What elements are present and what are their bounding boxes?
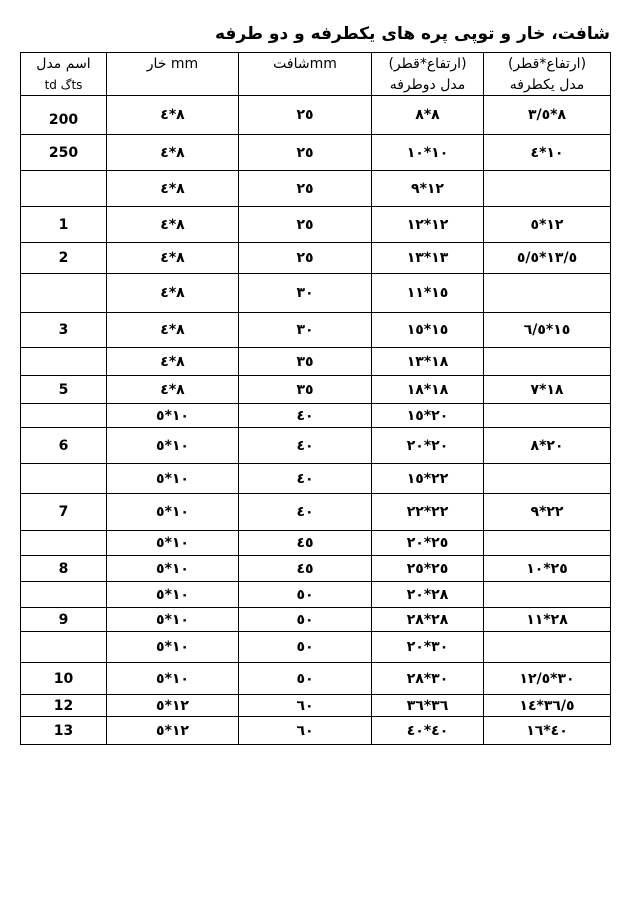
cell-shaft: ٦٠: [239, 695, 372, 717]
cell-key: ١٠*٥: [107, 494, 239, 531]
cell-shaft: ٥٠: [239, 663, 372, 695]
cell-model: 6: [21, 428, 107, 464]
cell-key: ٨*٤: [107, 96, 239, 135]
table-row: [21, 556, 611, 582]
cell-model: [21, 464, 107, 494]
cell-single: ٢٢*٩: [484, 494, 611, 531]
cell-double: ٢٢*٢٢: [372, 494, 484, 531]
cell-single: ١٢*٥: [484, 207, 611, 243]
header-double-model: مدل دوطرفه: [372, 74, 484, 96]
cell-double: ١٢*١٢: [372, 207, 484, 243]
cell-shaft: ٢٥: [239, 171, 372, 207]
cell-single: [484, 171, 611, 207]
cell-single: ١٣/٥*٥/٥: [484, 243, 611, 274]
cell-model: [21, 404, 107, 428]
cell-shaft: ٥٠: [239, 608, 372, 632]
cell-key: ٨*٤: [107, 274, 239, 313]
cell-key: ٨*٤: [107, 348, 239, 376]
table-row: [21, 608, 611, 632]
cell-model: [21, 531, 107, 556]
cell-single: ٤٠*١٦: [484, 717, 611, 745]
cell-key: ١٢*٥: [107, 717, 239, 745]
table-row: [21, 376, 611, 404]
cell-model: 250: [21, 135, 107, 171]
cell-double: ١٢*٩: [372, 171, 484, 207]
cell-key: ١٢*٥: [107, 695, 239, 717]
header-single-model: مدل یکطرفه: [484, 74, 611, 96]
header-model-code: td گts: [21, 74, 107, 96]
cell-key: ٨*٤: [107, 243, 239, 274]
cell-model: [21, 632, 107, 663]
cell-single: ٢٥*١٠: [484, 556, 611, 582]
cell-shaft: ٤٠: [239, 428, 372, 464]
cell-shaft: ٣٥: [239, 348, 372, 376]
cell-shaft: ٤٠: [239, 494, 372, 531]
cell-single: ١٠*٤: [484, 135, 611, 171]
cell-key: ١٠*٥: [107, 663, 239, 695]
table-row: [21, 207, 611, 243]
cell-double: ٢٥*٢٠: [372, 531, 484, 556]
cell-key: ١٠*٥: [107, 404, 239, 428]
cell-double: ٢٨*٢٠: [372, 582, 484, 608]
cell-double: ٣٠*٢٨: [372, 663, 484, 695]
cell-single: [484, 582, 611, 608]
cell-shaft: ٥٠: [239, 582, 372, 608]
table-row: [21, 632, 611, 663]
header-shaft-mm: شافتmm: [239, 53, 372, 75]
cell-shaft: ٤٠: [239, 464, 372, 494]
cell-key: ٨*٤: [107, 313, 239, 348]
cell-shaft: ٤٠: [239, 404, 372, 428]
cell-model: 200: [21, 96, 107, 135]
cell-double: ٢٢*١٥: [372, 464, 484, 494]
cell-double: ٣٦*٣٦: [372, 695, 484, 717]
cell-model: 9: [21, 608, 107, 632]
cell-key: ١٠*٥: [107, 582, 239, 608]
header-row-2: [21, 74, 611, 96]
cell-key: ١٠*٥: [107, 531, 239, 556]
cell-double: ٢٨*٢٨: [372, 608, 484, 632]
cell-double: ٤٠*٤٠: [372, 717, 484, 745]
cell-key: ٨*٤: [107, 207, 239, 243]
cell-model: 3: [21, 313, 107, 348]
cell-shaft: ٣٠: [239, 313, 372, 348]
cell-single: [484, 274, 611, 313]
table-row: [21, 428, 611, 464]
cell-single: [484, 348, 611, 376]
table-row: [21, 171, 611, 207]
header-double-dims: (ارتفاع*قطر): [372, 53, 484, 75]
cell-shaft: ٢٥: [239, 135, 372, 171]
cell-single: [484, 464, 611, 494]
cell-double: ٣٠*٢٠: [372, 632, 484, 663]
cell-double: ١٠*١٠: [372, 135, 484, 171]
spec-table-body: [21, 53, 611, 745]
table-row: [21, 274, 611, 313]
cell-single: ٣٦/٥*١٤: [484, 695, 611, 717]
table-row: [21, 313, 611, 348]
header-shaft-blank: [239, 74, 372, 96]
cell-shaft: ٦٠: [239, 717, 372, 745]
cell-model: 8: [21, 556, 107, 582]
cell-single: [484, 531, 611, 556]
header-key-mm: خار mm: [107, 53, 239, 75]
cell-model: [21, 171, 107, 207]
cell-key: ١٠*٥: [107, 608, 239, 632]
cell-single: [484, 632, 611, 663]
cell-single: ٨*٣/٥: [484, 96, 611, 135]
header-model-name: اسم مدل: [21, 53, 107, 75]
cell-model: [21, 274, 107, 313]
cell-single: ١٨*٧: [484, 376, 611, 404]
cell-model: 7: [21, 494, 107, 531]
cell-double: ١٣*١٣: [372, 243, 484, 274]
table-row: [21, 695, 611, 717]
cell-shaft: ٤٥: [239, 556, 372, 582]
table-row: [21, 96, 611, 135]
table-row: [21, 663, 611, 695]
table-row: [21, 717, 611, 745]
cell-model: 5: [21, 376, 107, 404]
cell-shaft: ٤٥: [239, 531, 372, 556]
cell-key: ٨*٤: [107, 135, 239, 171]
cell-double: ١٨*١٣: [372, 348, 484, 376]
table-row: [21, 494, 611, 531]
table-row: [21, 582, 611, 608]
cell-double: ٢٥*٢٥: [372, 556, 484, 582]
cell-double: ٢٠*١٥: [372, 404, 484, 428]
cell-shaft: ٣٥: [239, 376, 372, 404]
cell-model: 10: [21, 663, 107, 695]
cell-single: ٢٠*٨: [484, 428, 611, 464]
cell-shaft: ٢٥: [239, 243, 372, 274]
cell-shaft: ٥٠: [239, 632, 372, 663]
cell-key: ٨*٤: [107, 376, 239, 404]
cell-key: ١٠*٥: [107, 428, 239, 464]
cell-double: ١٨*١٨: [372, 376, 484, 404]
table-row: [21, 464, 611, 494]
cell-double: ٨*٨: [372, 96, 484, 135]
cell-model: 13: [21, 717, 107, 745]
table-row: [21, 531, 611, 556]
cell-model: 12: [21, 695, 107, 717]
cell-key: ٨*٤: [107, 171, 239, 207]
cell-double: ١٥*١١: [372, 274, 484, 313]
cell-key: ١٠*٥: [107, 632, 239, 663]
header-row-1: [21, 53, 611, 75]
table-row: [21, 135, 611, 171]
table-row: [21, 243, 611, 274]
table-row: [21, 348, 611, 376]
cell-shaft: ٢٥: [239, 207, 372, 243]
spec-table: [20, 52, 611, 745]
table-row: [21, 404, 611, 428]
header-single-dims: (ارتفاع*قطر): [484, 53, 611, 75]
page-title: شافت، خار و توپی پره های یکطرفه و دو طرفه: [214, 24, 610, 44]
cell-shaft: ٢٥: [239, 96, 372, 135]
cell-single: ٣٠*١٢/٥: [484, 663, 611, 695]
cell-single: ١٥*٦/٥: [484, 313, 611, 348]
header-key-blank: [107, 74, 239, 96]
cell-shaft: ٣٠: [239, 274, 372, 313]
cell-model: 2: [21, 243, 107, 274]
cell-single: ٢٨*١١: [484, 608, 611, 632]
cell-single: [484, 404, 611, 428]
cell-double: ١٥*١٥: [372, 313, 484, 348]
cell-key: ١٠*٥: [107, 464, 239, 494]
cell-model: [21, 582, 107, 608]
cell-model: 1: [21, 207, 107, 243]
cell-model: [21, 348, 107, 376]
cell-key: ١٠*٥: [107, 556, 239, 582]
cell-double: ٢٠*٢٠: [372, 428, 484, 464]
